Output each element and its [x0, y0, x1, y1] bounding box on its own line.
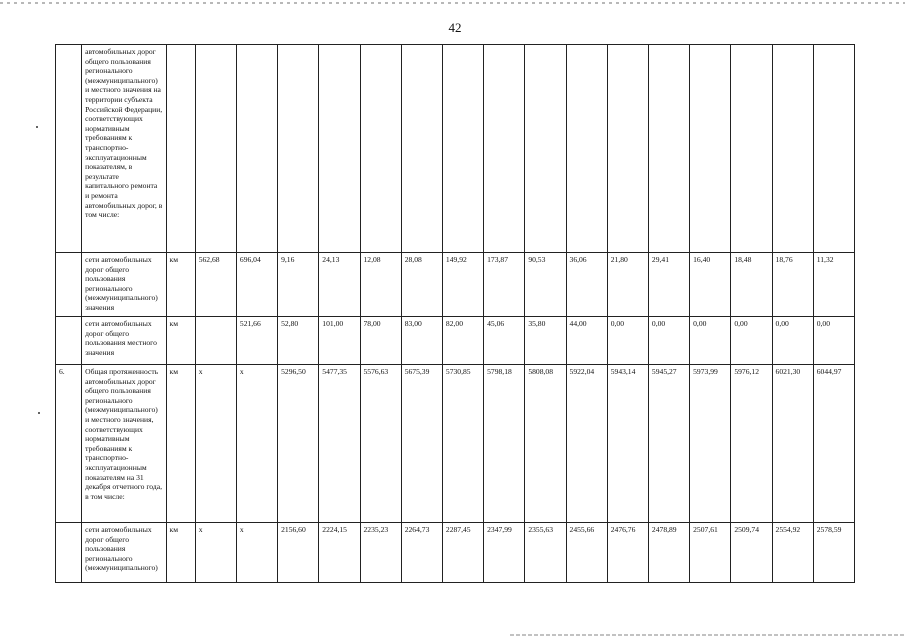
table-row	[56, 253, 855, 317]
value-cell: 11,32	[813, 253, 854, 317]
value-cell: 2478,89	[648, 523, 689, 583]
value-cell: 2578,59	[813, 523, 854, 583]
value-cell: 90,53	[525, 253, 566, 317]
value-cell: 2509,74	[731, 523, 772, 583]
value-cell	[690, 45, 731, 253]
value-cell	[401, 45, 442, 253]
scan-speck	[36, 126, 38, 128]
value-cell: х	[195, 365, 236, 523]
value-cell	[484, 45, 525, 253]
value-cell	[195, 317, 236, 365]
value-cell	[360, 45, 401, 253]
value-cell: 0,00	[813, 317, 854, 365]
value-cell: 2455,66	[566, 523, 607, 583]
unit-cell: км	[166, 523, 195, 583]
row-number-cell: 6.	[56, 365, 82, 523]
value-cell: 9,16	[278, 253, 319, 317]
value-cell: 5943,14	[607, 365, 648, 523]
indicator-name-cell: сети автомобильных дорог общего пользования регионального (межмуниципального)	[82, 523, 166, 583]
value-cell: 5945,27	[648, 365, 689, 523]
value-cell	[813, 45, 854, 253]
value-cell	[525, 45, 566, 253]
value-cell: 5973,99	[690, 365, 731, 523]
value-cell: 2224,15	[319, 523, 360, 583]
value-cell	[195, 45, 236, 253]
value-cell: х	[236, 365, 277, 523]
scan-edge-top	[0, 2, 905, 4]
value-cell: х	[195, 523, 236, 583]
value-cell: 0,00	[731, 317, 772, 365]
table-row	[56, 317, 855, 365]
value-cell: 35,80	[525, 317, 566, 365]
unit-cell: км	[166, 317, 195, 365]
value-cell: 2476,76	[607, 523, 648, 583]
unit-cell: км	[166, 365, 195, 523]
unit-cell: км	[166, 253, 195, 317]
value-cell: 0,00	[607, 317, 648, 365]
value-cell: 83,00	[401, 317, 442, 365]
value-cell: 45,06	[484, 317, 525, 365]
value-cell: 21,80	[607, 253, 648, 317]
value-cell: 5976,12	[731, 365, 772, 523]
value-cell: 2264,73	[401, 523, 442, 583]
value-cell	[278, 45, 319, 253]
value-cell	[319, 45, 360, 253]
value-cell: 5808,08	[525, 365, 566, 523]
page-number: 42	[448, 20, 462, 35]
value-cell: 173,87	[484, 253, 525, 317]
value-cell: 521,66	[236, 317, 277, 365]
indicator-name-cell: Общая протяженность автомобильных дорог общего пользования регионального (межмуниципального) и местного значения, соответствующих нормативным требованиям к транспортно-эксплуатационным показателям на 31 декабря отчетного года, в том числе:	[82, 365, 166, 523]
value-cell: 36,06	[566, 253, 607, 317]
value-cell	[442, 45, 483, 253]
value-cell: 2507,61	[690, 523, 731, 583]
value-cell: 2554,92	[772, 523, 813, 583]
indicator-name-cell: сети автомобильных дорог общего пользования регионального (межмуниципального) значения	[82, 253, 166, 317]
row-number-cell	[56, 523, 82, 583]
value-cell: 78,00	[360, 317, 401, 365]
row-number-cell	[56, 45, 82, 253]
value-cell: 5576,63	[360, 365, 401, 523]
value-cell	[772, 45, 813, 253]
value-cell: 12,08	[360, 253, 401, 317]
value-cell: 29,41	[648, 253, 689, 317]
table-row	[56, 523, 855, 583]
value-cell: 82,00	[442, 317, 483, 365]
indicator-name-cell: сети автомобильных дорог общего пользования местного значения	[82, 317, 166, 365]
value-cell: 0,00	[690, 317, 731, 365]
indicators-table	[55, 44, 855, 583]
value-cell: 696,04	[236, 253, 277, 317]
value-cell: 18,76	[772, 253, 813, 317]
value-cell: 149,92	[442, 253, 483, 317]
indicator-name-cell: автомобильных дорог общего пользования регионального (межмуниципального) и местного значения на территории субъекта Российской Федерации, соответствующих нормативным требованиям к транспортно-эксплуатационным показателям, в результате капитального ремонта и ремонта автомобильных дорог, в том числе:	[82, 45, 166, 253]
row-number-cell	[56, 253, 82, 317]
value-cell: 44,00	[566, 317, 607, 365]
value-cell: 24,13	[319, 253, 360, 317]
value-cell	[731, 45, 772, 253]
value-cell: 16,40	[690, 253, 731, 317]
value-cell: 101,00	[319, 317, 360, 365]
value-cell: 2235,23	[360, 523, 401, 583]
value-cell: 28,08	[401, 253, 442, 317]
value-cell: 18,48	[731, 253, 772, 317]
value-cell: 2156,60	[278, 523, 319, 583]
value-cell: 6044,97	[813, 365, 854, 523]
value-cell	[648, 45, 689, 253]
value-cell: 0,00	[772, 317, 813, 365]
value-cell: 2347,99	[484, 523, 525, 583]
value-cell: 0,00	[648, 317, 689, 365]
value-cell: 5296,50	[278, 365, 319, 523]
value-cell: 5730,85	[442, 365, 483, 523]
value-cell: 2355,63	[525, 523, 566, 583]
unit-cell	[166, 45, 195, 253]
value-cell	[236, 45, 277, 253]
row-number-cell	[56, 317, 82, 365]
value-cell: 52,80	[278, 317, 319, 365]
value-cell: 5798,18	[484, 365, 525, 523]
value-cell	[566, 45, 607, 253]
scan-edge-bottom	[510, 634, 905, 636]
value-cell: 5675,39	[401, 365, 442, 523]
value-cell: 5477,35	[319, 365, 360, 523]
scan-speck	[38, 412, 40, 414]
table-row	[56, 45, 855, 253]
value-cell	[607, 45, 648, 253]
value-cell: 5922,04	[566, 365, 607, 523]
value-cell: 6021,30	[772, 365, 813, 523]
value-cell: х	[236, 523, 277, 583]
table-row	[56, 365, 855, 523]
value-cell: 562,68	[195, 253, 236, 317]
value-cell: 2287,45	[442, 523, 483, 583]
